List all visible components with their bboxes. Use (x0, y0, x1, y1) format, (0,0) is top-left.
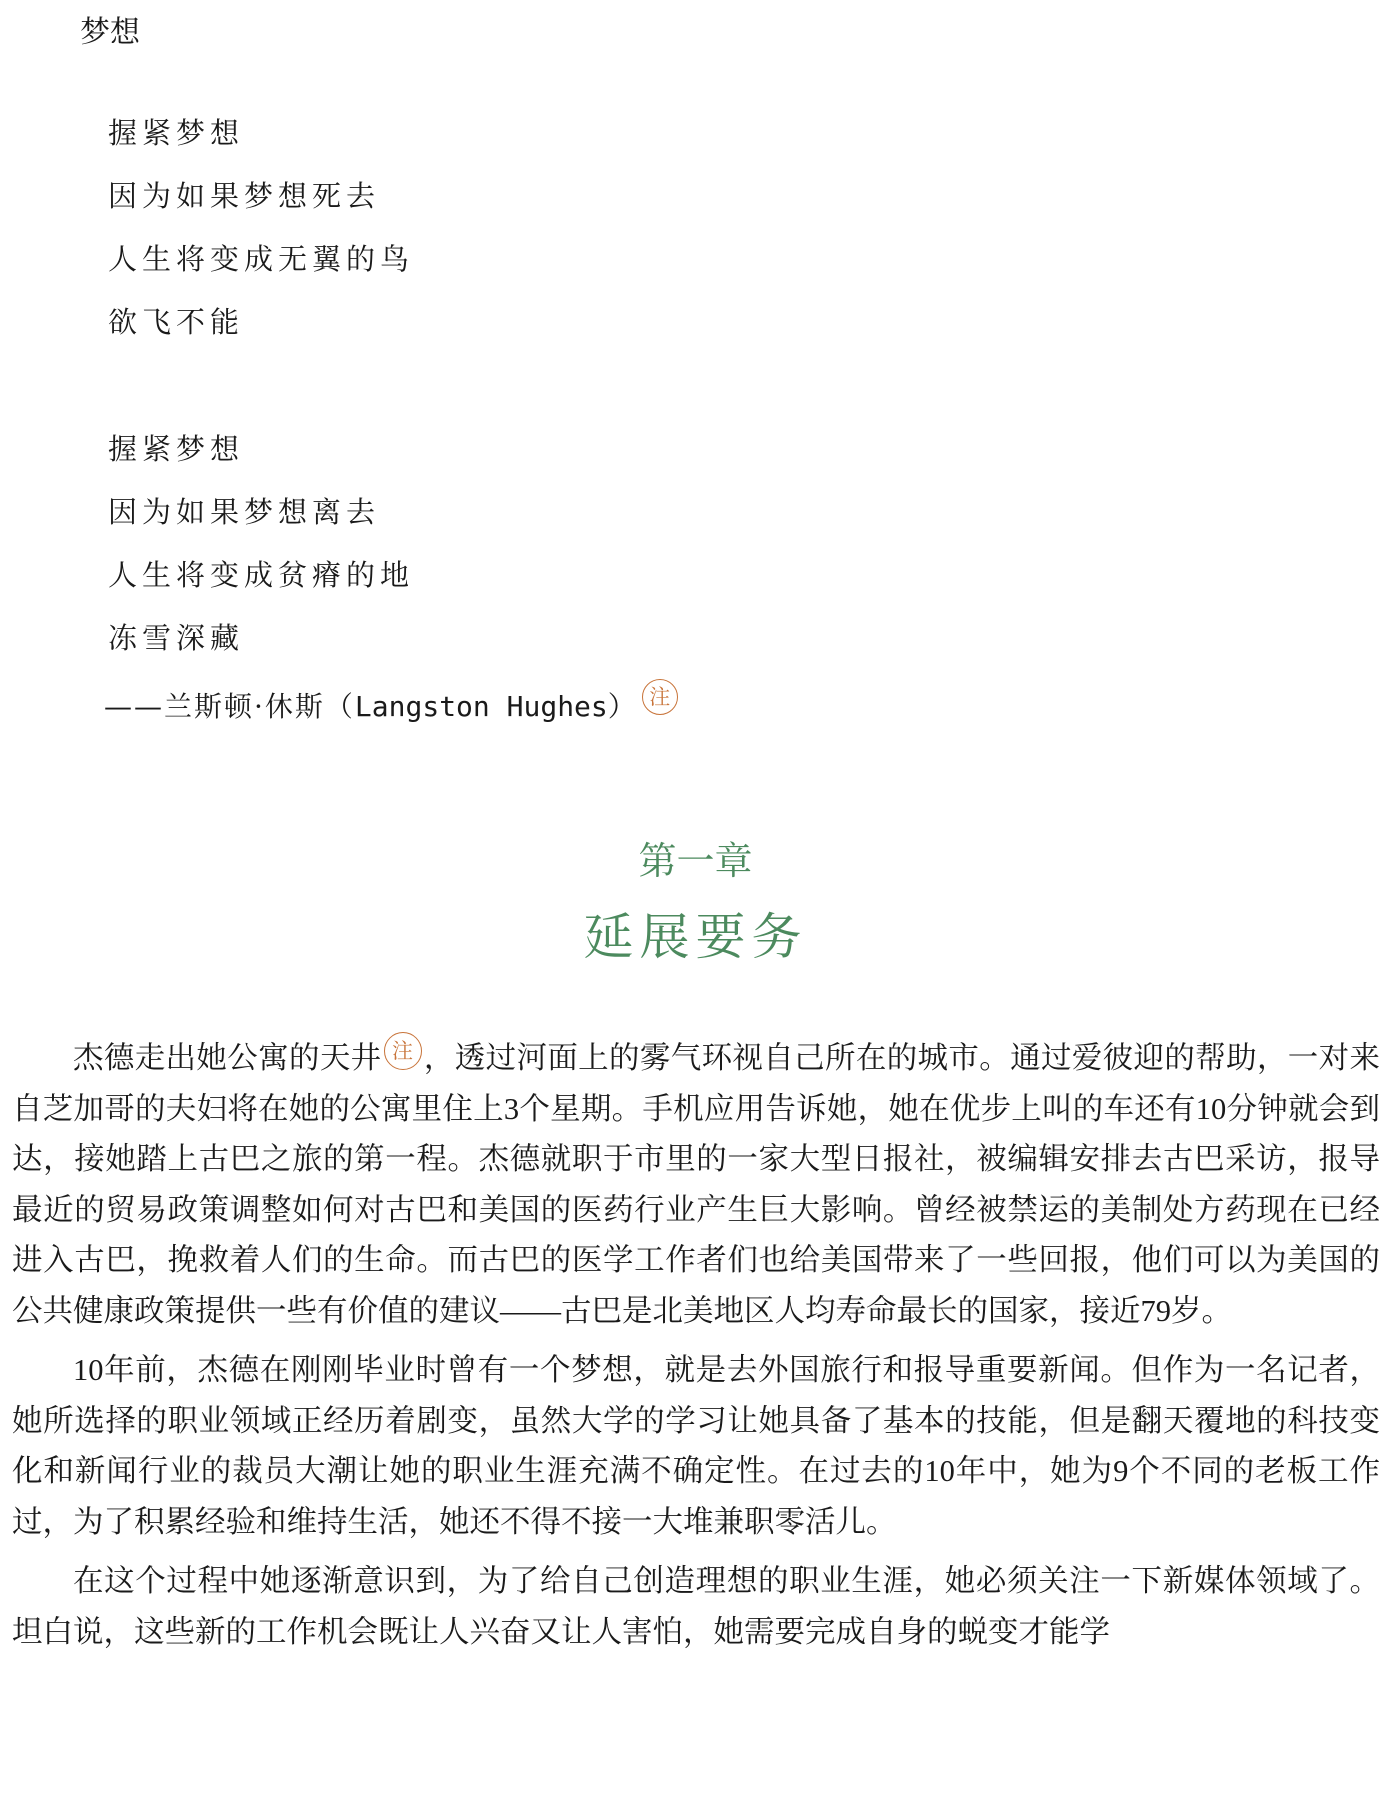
attribution-author-english: Langston Hughes (354, 690, 608, 723)
poem-title: 梦想 (80, 15, 140, 50)
poem-line: 冻雪深藏 (108, 621, 245, 655)
paragraph-text: ，透过河面上的雾气环视自己所在的城市。通过爱彼迎的帮助，一对来自芝加哥的夫妇将在她的公寓里住上3个星期。手机应用告诉她，她在优步上叫的车还有10分钟就会到达，接她踏上古巴之旅的第一程。杰德就职于市里的一家大型日报社，被编辑安排去古巴采访，报导最近的贸易政策调整如何对古巴和美国的医药行业产生巨大影响。曾经被禁运的美制处方药现在已经进入古巴，挽救着人们的生命。而古巴的医学工作者们也给美国带来了一些回报，他们可以为美国的公共健康政策提供一些有价值的建议——古巴是北美地区人均寿命最长的国家，接近79岁。 (12, 1041, 1381, 1328)
chapter-title: 延展要务 (583, 908, 808, 966)
poem-line: 因为如果梦想离去 (108, 495, 381, 529)
paragraph: 在这个过程中她逐渐意识到，为了给自己创造理想的职业生涯，她必须关注一下新媒体领域了。坦白说，这些新的工作机会既让人兴奋又让人害怕，她需要完成自身的蜕变才能学 (12, 1564, 1380, 1649)
poem-line: 握紧梦想 (108, 116, 245, 150)
attribution-prefix: ——兰斯顿·休斯（ (104, 690, 355, 723)
poem-stanza-2 (108, 418, 414, 670)
poem-line: 人生将变成无翼的鸟 (108, 242, 415, 276)
chapter-label: 第一章 (638, 839, 753, 883)
footnote-marker-icon[interactable]: 注 (642, 679, 678, 715)
poem-line: 欲飞不能 (108, 305, 245, 339)
paragraph: 10年前，杰德在刚刚毕业时曾有一个梦想，就是去外国旅行和报导重要新闻。但作为一名记者，她所选择的职业领域正经历着剧变，虽然大学的学习让她具备了基本的技能，但是翻天覆地的科技变化和新闻行业的裁员大潮让她的职业生涯充满不确定性。在过去的10年中，她为9个不同的老板工作过，为了积累经验和维持生活，她还不得不接一大堆兼职零活儿。 (12, 1353, 1380, 1539)
poem-attribution (104, 679, 678, 732)
poem-line: 因为如果梦想死去 (108, 179, 381, 213)
attribution-suffix: ） (607, 690, 638, 723)
footnote-marker-icon[interactable]: 注 (384, 1032, 422, 1070)
chapter-body (12, 1032, 1380, 1666)
poem-line: 人生将变成贫瘠的地 (108, 558, 415, 592)
poem-stanza-1 (108, 102, 414, 354)
paragraph-text: 杰德走出她公寓的天井 (73, 1041, 382, 1075)
poem-line: 握紧梦想 (108, 432, 245, 466)
paragraph (12, 1032, 1380, 1336)
